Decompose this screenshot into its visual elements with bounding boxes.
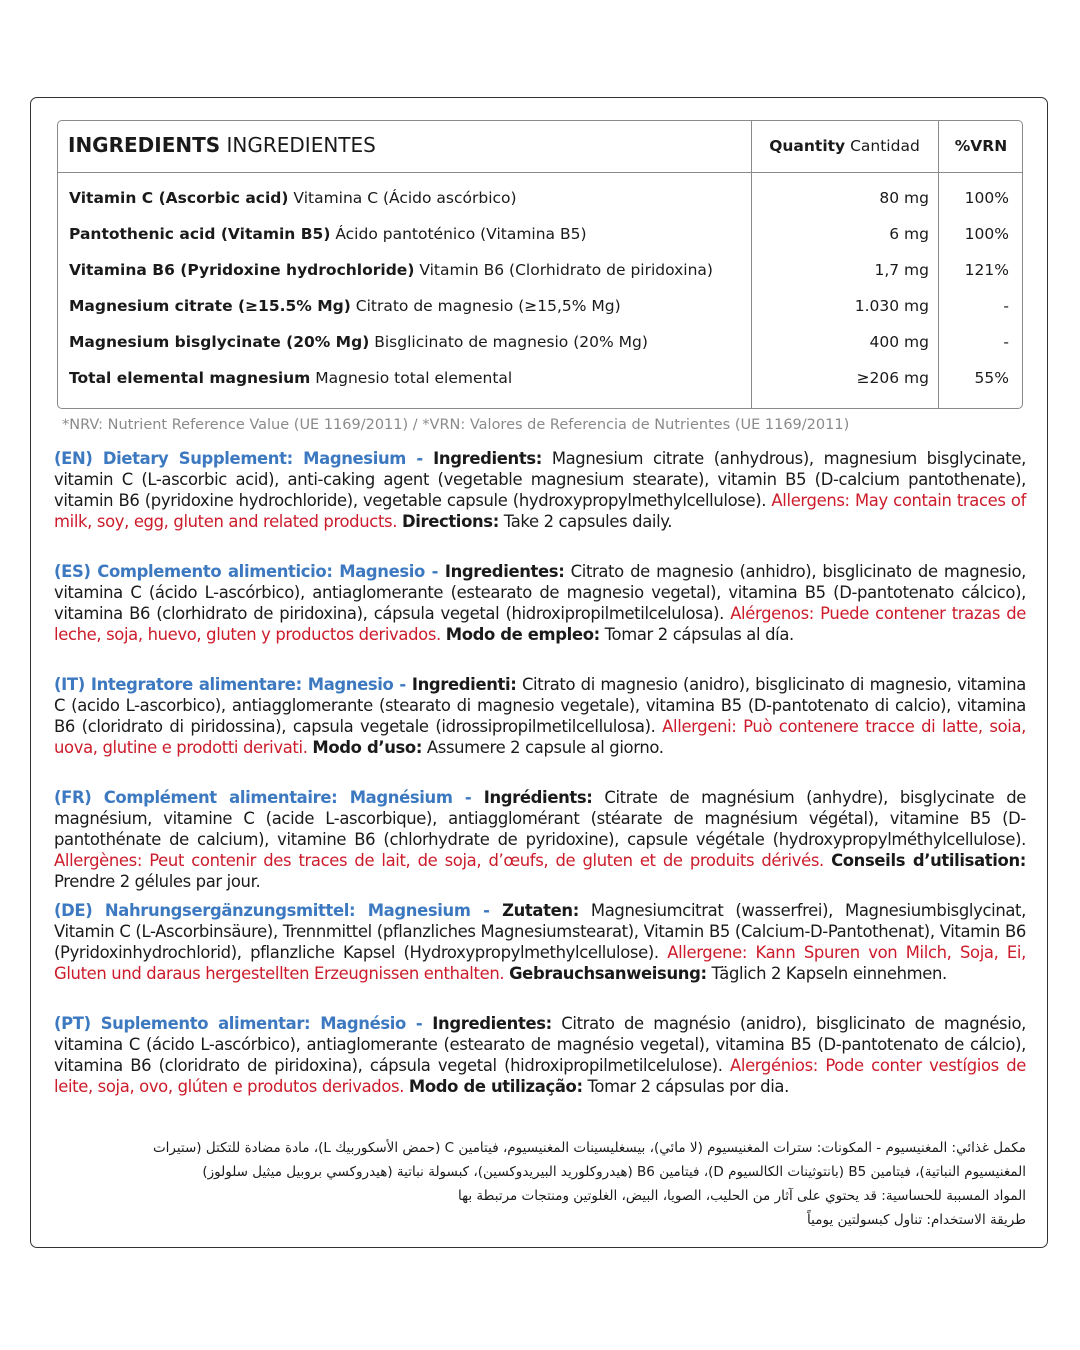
ingredients-label: Ingrédients: — [483, 788, 593, 807]
directions-label: Gebrauchsanweisung: — [509, 964, 707, 983]
table-row — [58, 361, 1022, 397]
row-quantity: 80 mg — [879, 189, 929, 207]
directions-text: Prendre 2 gélules par jour. — [54, 872, 261, 891]
allergens-text: Allergènes: Peut contenir des traces de lait, de soja, d’œufs, de gluten et de produits dérivés. — [54, 851, 832, 870]
row-name: Magnesium bisglycinate (20% Mg) Bisglicinato de magnesio (20% Mg) — [69, 333, 648, 351]
arabic-line-2: المغنيسيوم النباتية)، فيتامين B5 (بانتوثينات الكالسيوم D)، فيتامين B6 (هيدروكلوريد البيريدوكسين)، كبسولة نباتية (هيدروكسي بروبيل ميثيل سلولوز) — [202, 1164, 1026, 1180]
section-fr — [54, 787, 1026, 892]
table-row — [58, 181, 1022, 217]
directions-label: Modo de utilização: — [408, 1077, 583, 1096]
row-quantity: ≥206 mg — [856, 369, 929, 387]
row-name: Total elemental magnesium Magnesio total elemental — [69, 369, 513, 387]
arabic-line-4: طريقة الاستخدام: تناول كبسولتين يومياً — [807, 1212, 1026, 1228]
row-vrn: 100% — [964, 189, 1009, 207]
directions-text: Täglich 2 Kapseln einnehmen. — [706, 964, 947, 983]
ingredients-text: Magnesium citrate (anhydrous), magnesium bisglycinate, vitamin C (L-ascorbic acid), anti-caking agent (vegetable magnesium stearate), vitamin B5 (D-calcium pantothenate), vitamin B6 (pyridoxine hydrochloride), vegetable capsule (hydroxypropylmethylcellulose). — [54, 449, 1026, 510]
row-vrn: - — [1003, 333, 1009, 351]
directions-label: Modo de empleo: — [445, 625, 600, 644]
row-name: Pantothenic acid (Vitamin B5) Ácido pantoténico (Vitamina B5) — [69, 225, 587, 243]
ingredients-table — [57, 120, 1023, 409]
table-row — [58, 217, 1022, 253]
row-quantity: 1.030 mg — [854, 297, 929, 315]
allergens-text: Alérgenos: Puede contener trazas de leche, soja, huevo, gluten y productos derivados. — [54, 604, 1026, 644]
directions-label: Modo d’uso: — [312, 738, 423, 757]
row-name: Vitamina B6 (Pyridoxine hydrochloride) Vitamin B6 (Clorhidrato de piridoxina) — [69, 261, 713, 279]
section-pt — [54, 1013, 1026, 1097]
row-quantity: 1,7 mg — [874, 261, 929, 279]
nrv-footnote: *NRV: Nutrient Reference Value (UE 1169/2011) / *VRN: Valores de Referencia de Nutrientes (UE 1169/2011) — [62, 417, 850, 433]
section-en — [54, 448, 1026, 532]
allergens-text: Allergens: May contain traces of milk, soy, egg, gluten and related products. — [54, 491, 1026, 531]
allergens-text: Allergeni: Può contenere tracce di latte, soia, uova, glutine e prodotti derivati. — [54, 717, 1027, 757]
header-vrn: %VRN — [954, 137, 1008, 155]
header-quantity: Quantity Cantidad — [769, 137, 920, 155]
row-quantity: 400 mg — [869, 333, 929, 351]
section-title: (EN) Dietary Supplement: Magnesium - — [54, 449, 434, 468]
section-title: (PT) Suplemento alimentar: Magnésio - — [54, 1014, 433, 1033]
directions-text: Tomar 2 cápsulas al día. — [599, 625, 794, 644]
arabic-line-3: المواد المسببة للحساسية: قد يحتوي على آثار من الحليب، الصويا، البيض، الغلوتين ومنتجات مرتبطة بها — [458, 1188, 1026, 1204]
ingredients-label: Ingredientes: — [432, 1014, 552, 1033]
arabic-line-1: مكمل غذائي: المغنيسيوم - المكونات: سترات المغنيسيوم (لا مائي)، بيسغليسينات المغنيسيوم، فيتامين C (حمض الأسكوربيك L)، مادة مضادة للتكتل (ستيرات — [152, 1140, 1026, 1156]
ingredients-label: Ingredienti: — [411, 675, 517, 694]
row-vrn: 100% — [964, 225, 1009, 243]
table-row — [58, 289, 1022, 325]
section-title: (FR) Complément alimentaire: Magnésium - — [54, 788, 484, 807]
ingredients-text: Magnesiumcitrat (wasserfrei), Magnesiumbisglycinat, Vitamin C (L-Ascorbinsäure), Trennmittel (pflanzliches Magnesiumstearat), Vitamin B5 (Calcium-D-Pantothenat), Vitamin B6 (Pyridoxinhydrochlorid), pflanzliche Kapsel (Hydroxypropylmethylcellulose). — [54, 901, 1026, 962]
section-es — [54, 561, 1026, 645]
row-name: Vitamin C (Ascorbic acid) Vitamina C (Ácido ascórbico) — [69, 189, 517, 207]
allergens-text: Alergénios: Pode conter vestígios de leite, soja, ovo, glúten e produtos derivados. — [54, 1056, 1026, 1096]
ingredients-label: Zutaten: — [502, 901, 579, 920]
directions-text: Tomar 2 cápsulas por dia. — [582, 1077, 789, 1096]
header-ingredients: INGREDIENTS INGREDIENTES — [68, 133, 376, 157]
ingredients-label: Ingredients: — [433, 449, 542, 468]
row-quantity: 6 mg — [889, 225, 929, 243]
table-row — [58, 325, 1022, 361]
row-vrn: 55% — [974, 369, 1009, 387]
row-vrn: 121% — [964, 261, 1009, 279]
ingredients-text: Citrato di magnesio (anidro), bisglicinato di magnesio, vitamina C (acido L-ascorbico), antiagglomerante (stearato di magnesio vegetale), vitamina B5 (D-pantotenato di calcio), vitamina B6 (cloridrato di piridossina), capsula vegetale (idrossipropilmetilcellulosa). — [54, 675, 1026, 736]
table-row — [58, 253, 1022, 289]
ingredients-text: Citrato de magnesio (anhidro), bisglicinato de magnesio, vitamina C (ácido L-ascórbico), antiaglomerante (estearato de magnesio vegetal), vitamina B5 (D-pantotenato cálcico), vitamina B6 (clorhidrato de piridoxina), cápsula vegetal (hidroxipropilmetilcelulosa). — [54, 562, 1026, 623]
ingredients-text: Citrate de magnésium (anhydre), bisglycinate de magnésium, vitamine C (acide L-ascorbique), antiagglomérant (stéarate de magnésium végétal), vitamine B5 (D-pantothénate de calcium), vitamine B6 (chlorhydrate de pyridoxine), capsule végétale (hydroxypropylméthylcellulose). — [54, 788, 1026, 849]
section-it — [54, 674, 1026, 758]
ingredients-text: Citrato de magnésio (anidro), bisglicinato de magnésio, vitamina C (ácido L-ascórbico), antiaglomerante (estearato de magnésio vegetal), vitamina B5 (D-pantotenato de cálcio), vitamina B6 (cloridrato de piridoxina), cápsula vegetal (hidroxipropilmetilcelulose). — [54, 1014, 1026, 1075]
directions-text: Take 2 capsules daily. — [498, 512, 673, 531]
section-title: (ES) Complemento alimenticio: Magnesio - — [54, 562, 445, 581]
directions-label: Conseils d’utilisation: — [831, 851, 1026, 870]
allergens-text: Allergene: Kann Spuren von Milch, Soja, Ei, Gluten und daraus hergestellten Erzeugnissen enthalten. — [54, 943, 1026, 983]
directions-text: Assumere 2 capsule al giorno. — [422, 738, 664, 757]
section-de — [54, 900, 1026, 984]
section-title: (DE) Nahrungsergänzungsmittel: Magnesium - — [54, 901, 503, 920]
section-title: (IT) Integratore alimentare: Magnesio - — [54, 675, 412, 694]
directions-label: Directions: — [401, 512, 499, 531]
row-vrn: - — [1003, 297, 1009, 315]
row-name: Magnesium citrate (≥15.5% Mg) Citrato de magnesio (≥15,5% Mg) — [69, 297, 621, 315]
ingredients-label: Ingredientes: — [444, 562, 565, 581]
